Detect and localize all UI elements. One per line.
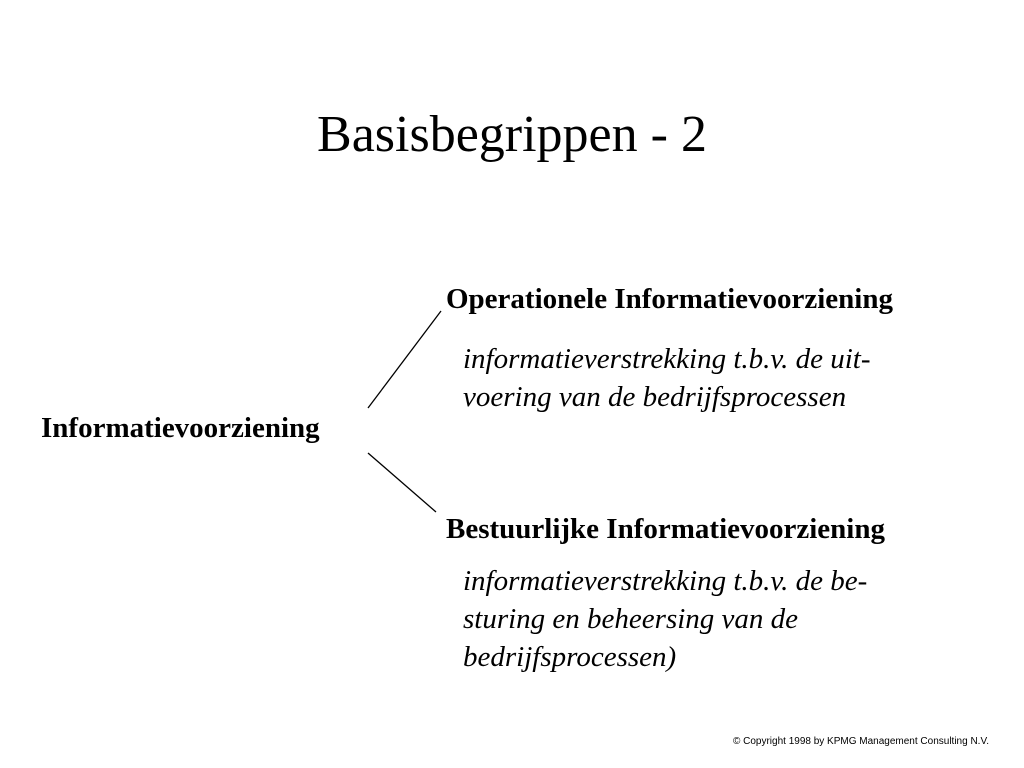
- description-line: sturing en beheersing van de: [463, 603, 799, 635]
- description-line: voering van de bedrijfsprocessen: [463, 381, 847, 413]
- branch-description-operational: [463, 340, 871, 416]
- copyright-notice: © Copyright 1998 by KPMG Management Consulting N.V.: [732, 736, 989, 747]
- connector-line-top: [368, 311, 441, 408]
- description-line: informatieverstrekking t.b.v. de uit-: [463, 343, 871, 375]
- connector-line-bottom: [368, 453, 436, 512]
- branch-description-managerial: [463, 562, 867, 676]
- root-concept-label: Informatievoorziening: [41, 412, 320, 444]
- branch-title-managerial: Bestuurlijke Informatievoorziening: [446, 513, 885, 545]
- description-line: informatieverstrekking t.b.v. de be-: [463, 565, 868, 597]
- description-line: bedrijfsprocessen): [463, 641, 677, 673]
- slide-title: Basisbegrippen - 2: [317, 106, 707, 163]
- branch-title-operational: Operationele Informatievoorziening: [446, 283, 893, 315]
